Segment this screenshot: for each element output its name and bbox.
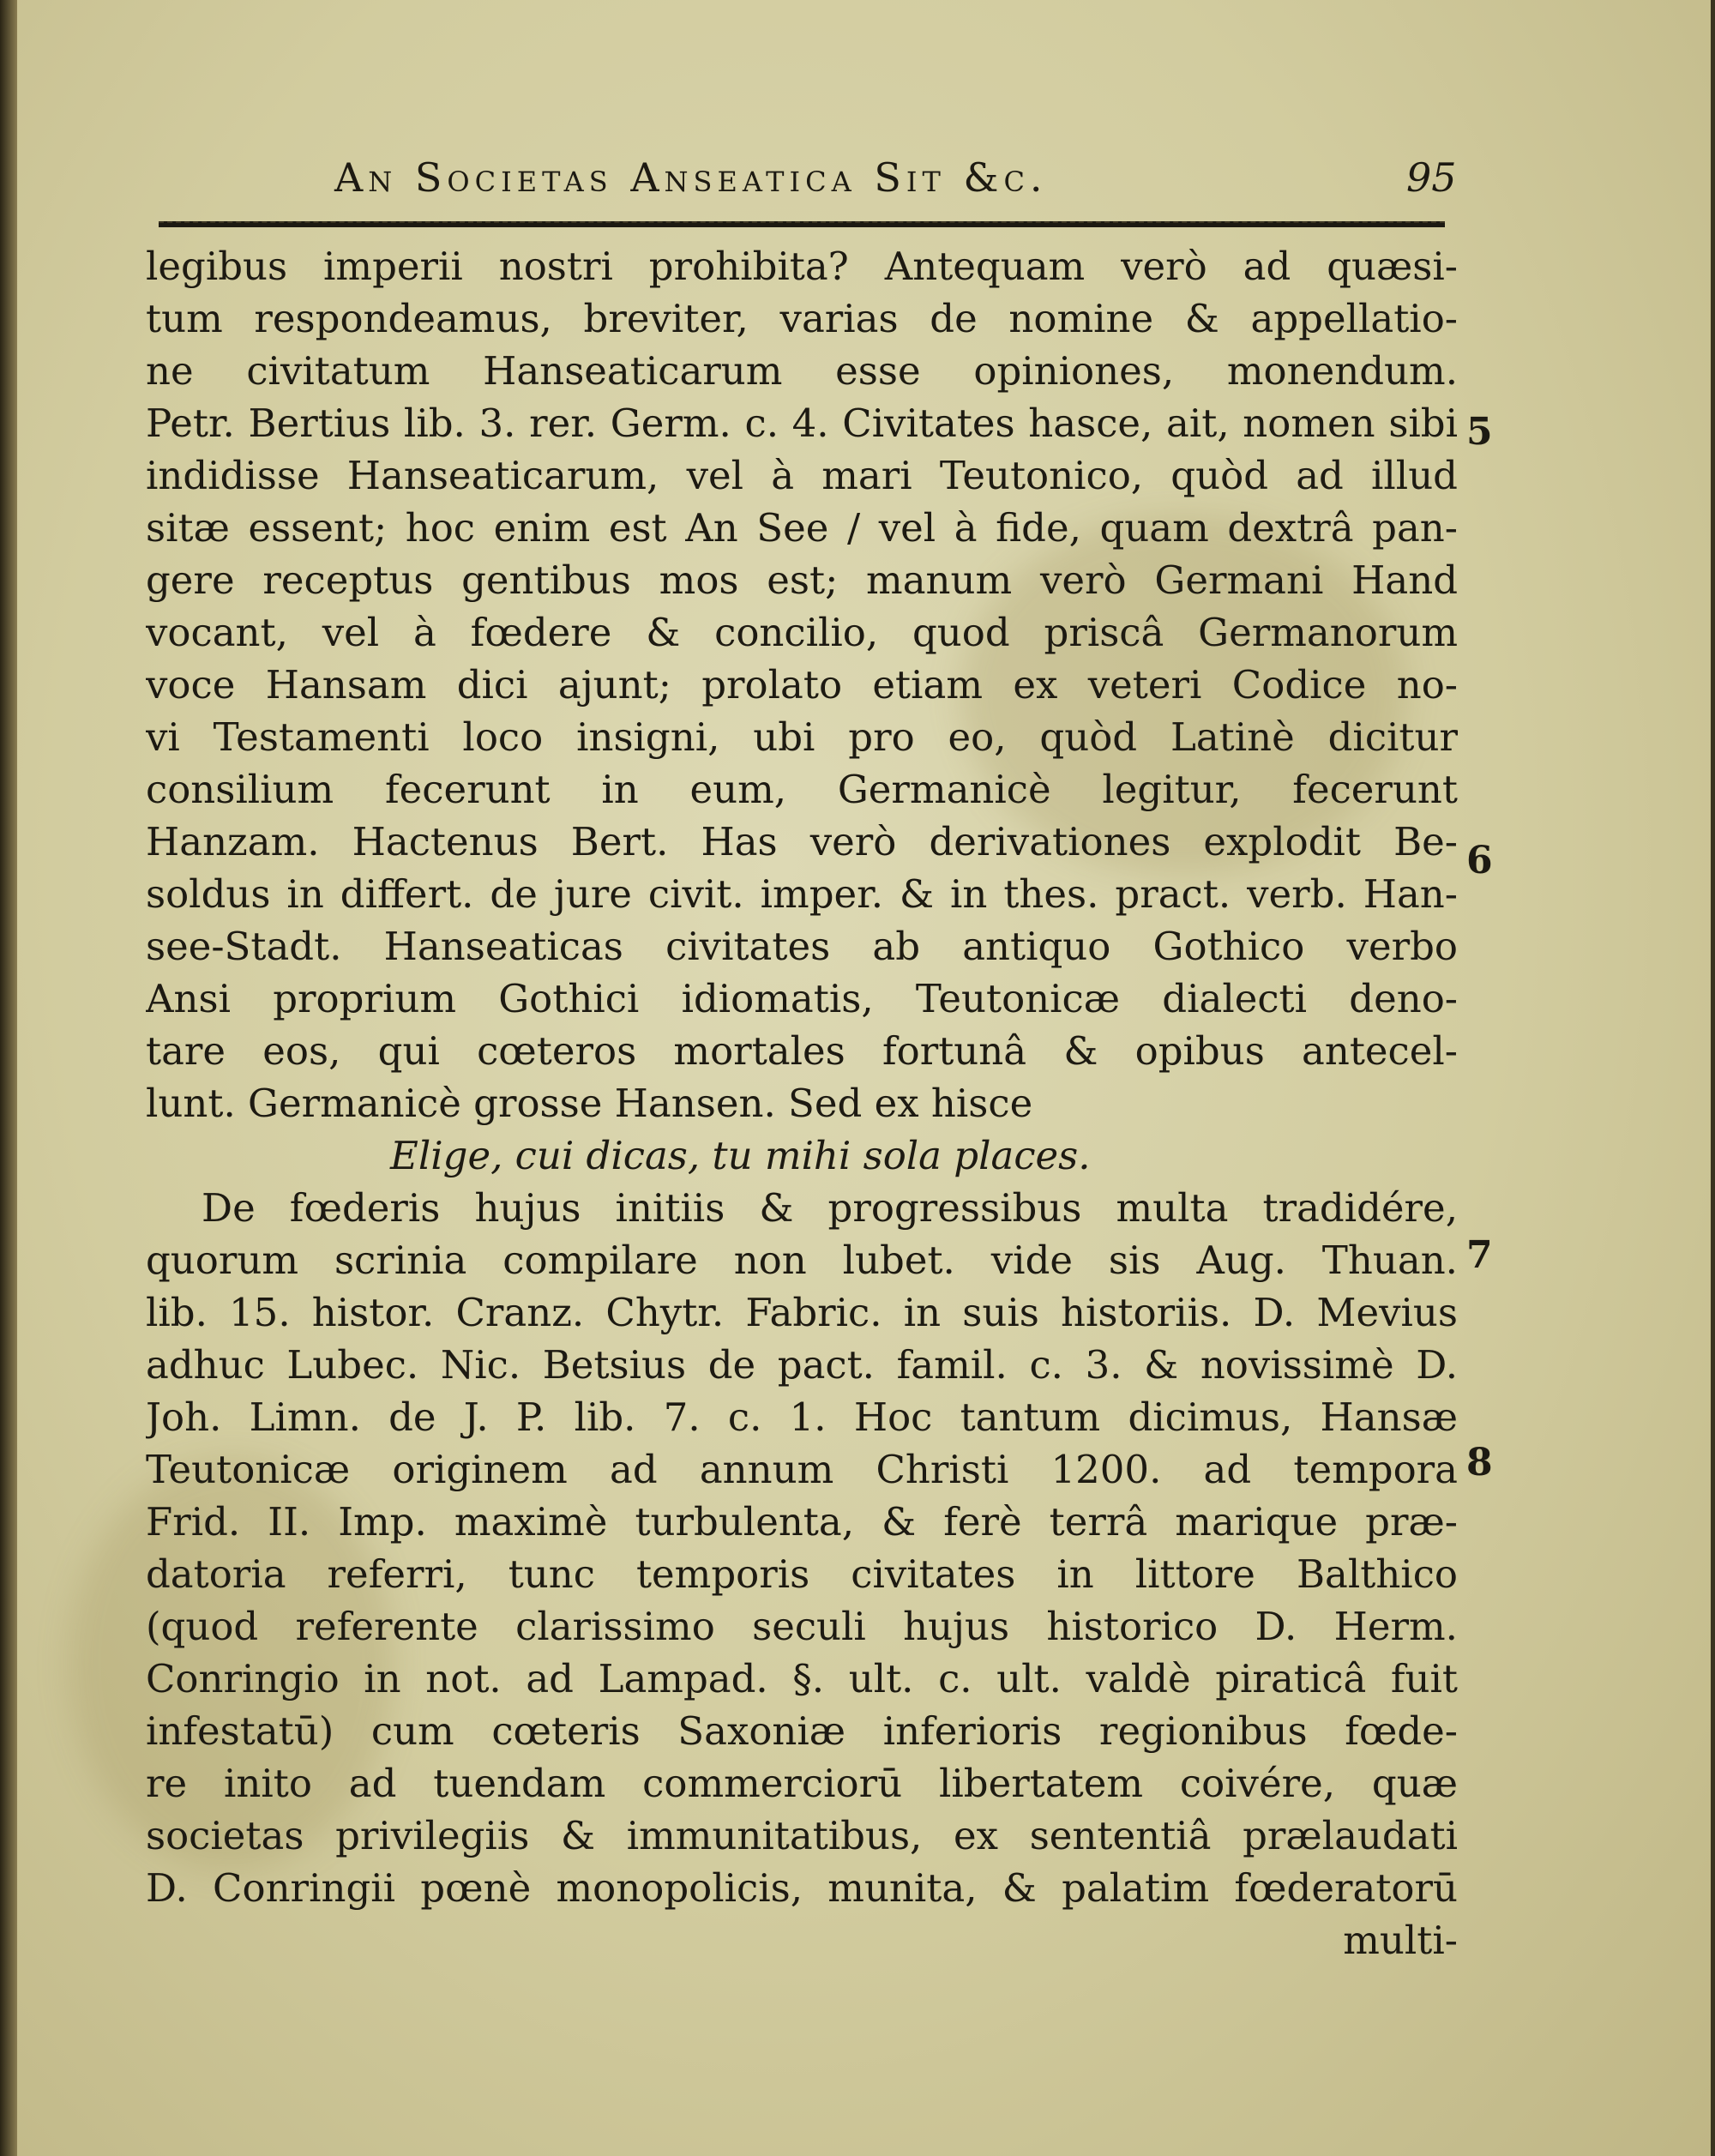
page-header bbox=[309, 154, 1475, 214]
header-rule bbox=[159, 221, 1445, 227]
text-line: Teutonicæ originem ad annum Christi 1200. ad tempora bbox=[146, 1447, 1458, 1492]
text-line: adhuc Lubec. Nic. Betsius de pact. famil. c. 3. & novissimè D. bbox=[146, 1342, 1458, 1388]
book-page bbox=[17, 0, 1711, 2156]
text-line: quorum scrinia compilare non lubet. vide sis Aug. Thuan. bbox=[146, 1238, 1458, 1283]
page-number: 95 bbox=[1406, 154, 1457, 201]
running-title: An Societas Anseatica Sit &c. bbox=[334, 154, 1048, 201]
text-line: (quod referente clarissimo seculi hujus historico D. Herm. bbox=[146, 1604, 1458, 1649]
margin-note: 6 bbox=[1466, 839, 1493, 882]
text-line: infestatū) cum cœteris Saxoniæ inferioris regionibus fœde- bbox=[146, 1708, 1458, 1754]
margin-note: 8 bbox=[1466, 1441, 1493, 1485]
margin-note: 5 bbox=[1466, 410, 1493, 454]
text-line: Joh. Limn. de J. P. lib. 7. c. 1. Hoc tantum dicimus, Hansæ bbox=[146, 1394, 1458, 1440]
paragraph-start-line: De fœderis hujus initiis & progressibus multa tradidére, bbox=[202, 1185, 1458, 1231]
text-line: Conringio in not. ad Lampad. §. ult. c. ult. valdè piraticâ fuit bbox=[146, 1656, 1458, 1701]
text-line: ne civitatum Hanseaticarum esse opiniones, monendum. bbox=[146, 348, 1458, 394]
text-line: lib. 15. histor. Cranz. Chytr. Fabric. in suis historiis. D. Mevius bbox=[146, 1290, 1458, 1335]
text-line: legibus imperii nostri prohibita? Antequam verò ad quæsi- bbox=[146, 244, 1458, 289]
text-line: D. Conringii pœnè monopolicis, munita, & palatim fœderatorū bbox=[146, 1865, 1458, 1911]
margin-note: 7 bbox=[1466, 1233, 1493, 1277]
body-text bbox=[146, 240, 1458, 1966]
text-line: tare eos, qui cœteros mortales fortunâ & opibus antecel- bbox=[146, 1028, 1458, 1074]
text-line: soldus in differt. de jure civit. imper. & in thes. pract. verb. Han- bbox=[146, 871, 1458, 917]
text-line: gere receptus gentibus mos est; manum verò Germani Hand bbox=[146, 557, 1458, 603]
catchword: multi- bbox=[1343, 1918, 1458, 1963]
text-line: voce Hansam dici ajunt; prolato etiam ex veteri Codice no- bbox=[146, 662, 1458, 708]
text-line: Frid. II. Imp. maximè turbulenta, & ferè terrâ marique præ- bbox=[146, 1499, 1458, 1545]
text-line: Hanzam. Hactenus Bert. Has verò derivationes explodit Be- bbox=[146, 819, 1458, 864]
text-line: datoria referri, tunc temporis civitates in littore Balthico bbox=[146, 1551, 1458, 1597]
text-line: re inito ad tuendam commerciorū libertatem coivére, quæ bbox=[146, 1761, 1458, 1806]
text-line: Ansi proprium Gothici idiomatis, Teutonicæ dialecti deno- bbox=[146, 976, 1458, 1021]
page-left-edge bbox=[0, 0, 17, 2156]
text-line: sitæ essent; hoc enim est An See / vel à fide, quam dextrâ pan- bbox=[146, 505, 1458, 551]
text-line: see-Stadt. Hanseaticas civitates ab antiquo Gothico verbo bbox=[146, 924, 1458, 969]
text-line: indidisse Hanseaticarum, vel à mari Teutonico, quòd ad illud bbox=[146, 453, 1458, 498]
text-line: vi Testamenti loco insigni, ubi pro eo, quòd Latinè dicitur bbox=[146, 714, 1458, 760]
text-line: societas privilegiis & immunitatibus, ex sententiâ prælaudati bbox=[146, 1813, 1458, 1858]
text-line: Petr. Bertius lib. 3. rer. Germ. c. 4. Civitates hasce, ait, nomen sibi bbox=[146, 400, 1458, 446]
text-line: vocant, vel à fœdere & concilio, quod priscâ Germanorum bbox=[146, 610, 1458, 655]
text-line: lunt. Germanicè grosse Hansen. Sed ex hisce bbox=[146, 1081, 1033, 1126]
verse-line: Elige, cui dicas, tu mihi sola places. bbox=[390, 1133, 1091, 1178]
text-line: tum respondeamus, breviter, varias de nomine & appellatio- bbox=[146, 296, 1458, 341]
text-line: consilium fecerunt in eum, Germanicè legitur, fecerunt bbox=[146, 767, 1458, 812]
